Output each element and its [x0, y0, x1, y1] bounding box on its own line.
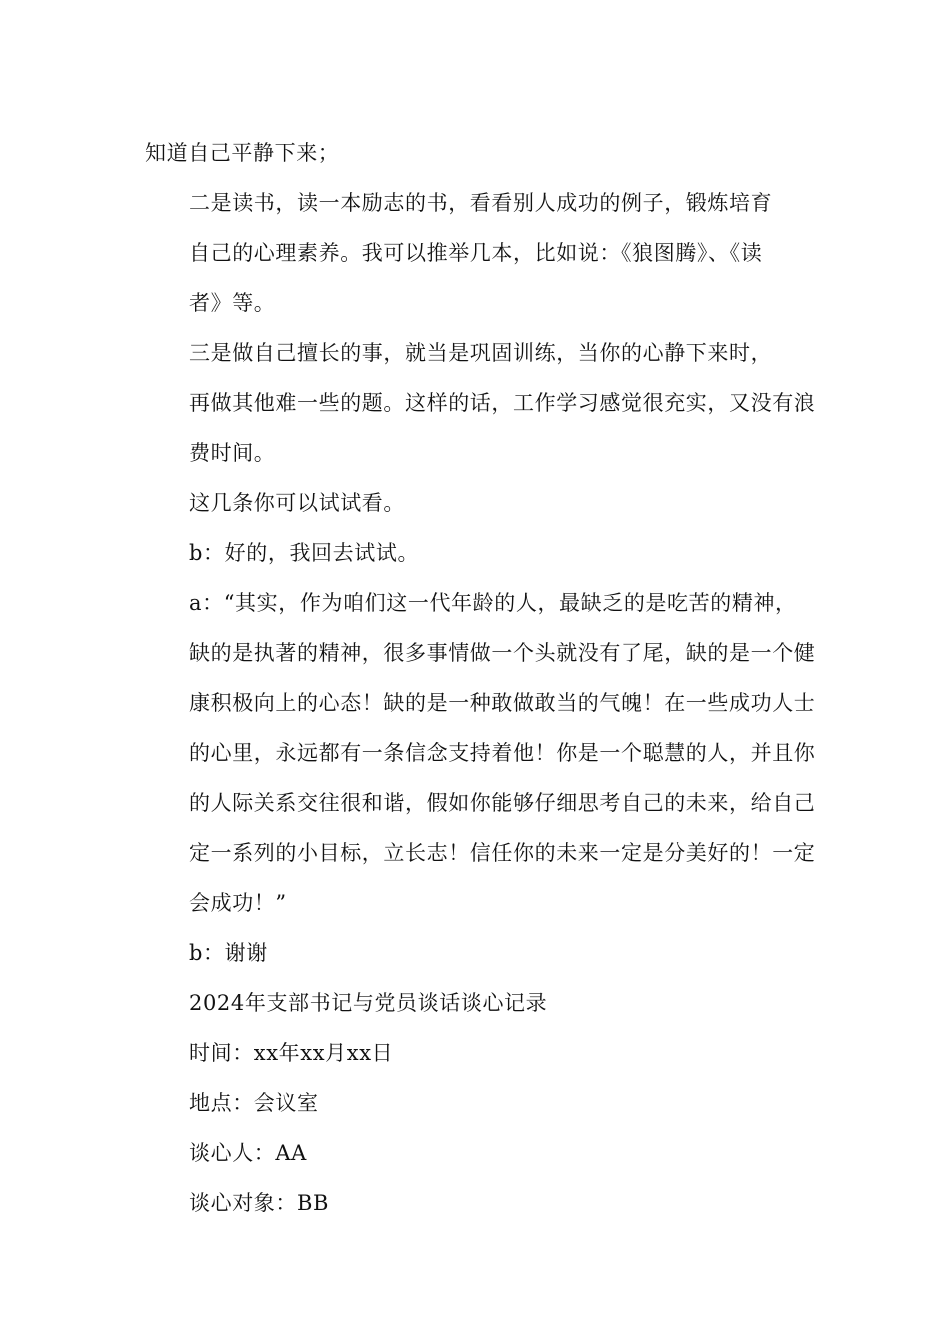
paragraph-strengths	[145, 328, 816, 478]
text-line: 三是做自己擅长的事，就当是巩固训练，当你的心静下来时，	[189, 341, 773, 365]
text-line: 2024年支部书记与党员谈话谈心记录	[189, 991, 548, 1015]
text-line: 自己的心理素养。我可以推举几本，比如说：《狼图腾》、《读	[189, 241, 763, 265]
text-line: 康积极向上的心态！缺的是一种敢做敢当的气魄！在一些成功人士	[189, 691, 816, 715]
text-line: 谈心对象：BB	[189, 1191, 330, 1215]
text-line: 知道自己平静下来；	[145, 141, 340, 165]
field-location	[145, 1078, 810, 1128]
text-line: b：好的，我回去试试。	[189, 541, 420, 565]
section-title	[145, 978, 810, 1028]
text-line: 会成功！”	[189, 891, 287, 915]
text-line: 时间：xx年xx月xx日	[189, 1041, 394, 1065]
text-line: 再做其他难一些的题。这样的话，工作学习感觉很充实，又没有浪	[189, 391, 816, 415]
paragraph-continuation	[145, 128, 810, 178]
field-time	[145, 1028, 810, 1078]
field-interviewee	[145, 1178, 810, 1228]
text-line: 的人际关系交往很和谐，假如你能够仔细思考自己的未来，给自己	[189, 791, 816, 815]
field-interviewer	[145, 1128, 810, 1178]
paragraph-reply-b	[145, 528, 810, 578]
paragraph-reading	[145, 178, 810, 328]
paragraph-try	[145, 478, 810, 528]
text-line: b：谢谢	[189, 941, 268, 965]
text-line: 定一系列的小目标，立长志！信任你的未来一定是分美好的！一定	[189, 841, 816, 865]
paragraph-thanks-b	[145, 928, 810, 978]
text-line: 二是读书，读一本励志的书，看看别人成功的例子，锻炼培育	[189, 191, 773, 215]
text-line: a：“其实，作为咱们这一代年龄的人，最缺乏的是吃苦的精神，	[189, 591, 797, 615]
text-line: 者》等。	[189, 291, 276, 315]
paragraph-speech-a	[145, 578, 816, 928]
text-line: 谈心人：AA	[189, 1141, 307, 1165]
text-line: 这几条你可以试试看。	[189, 491, 405, 515]
text-line: 缺的是执著的精神，很多事情做一个头就没有了尾，缺的是一个健	[189, 641, 816, 665]
text-line: 的心里，永远都有一条信念支持着他！你是一个聪慧的人，并且你	[189, 741, 816, 765]
text-line: 地点：会议室	[189, 1091, 319, 1115]
document-body	[145, 128, 816, 1228]
text-line: 费时间。	[189, 441, 276, 465]
